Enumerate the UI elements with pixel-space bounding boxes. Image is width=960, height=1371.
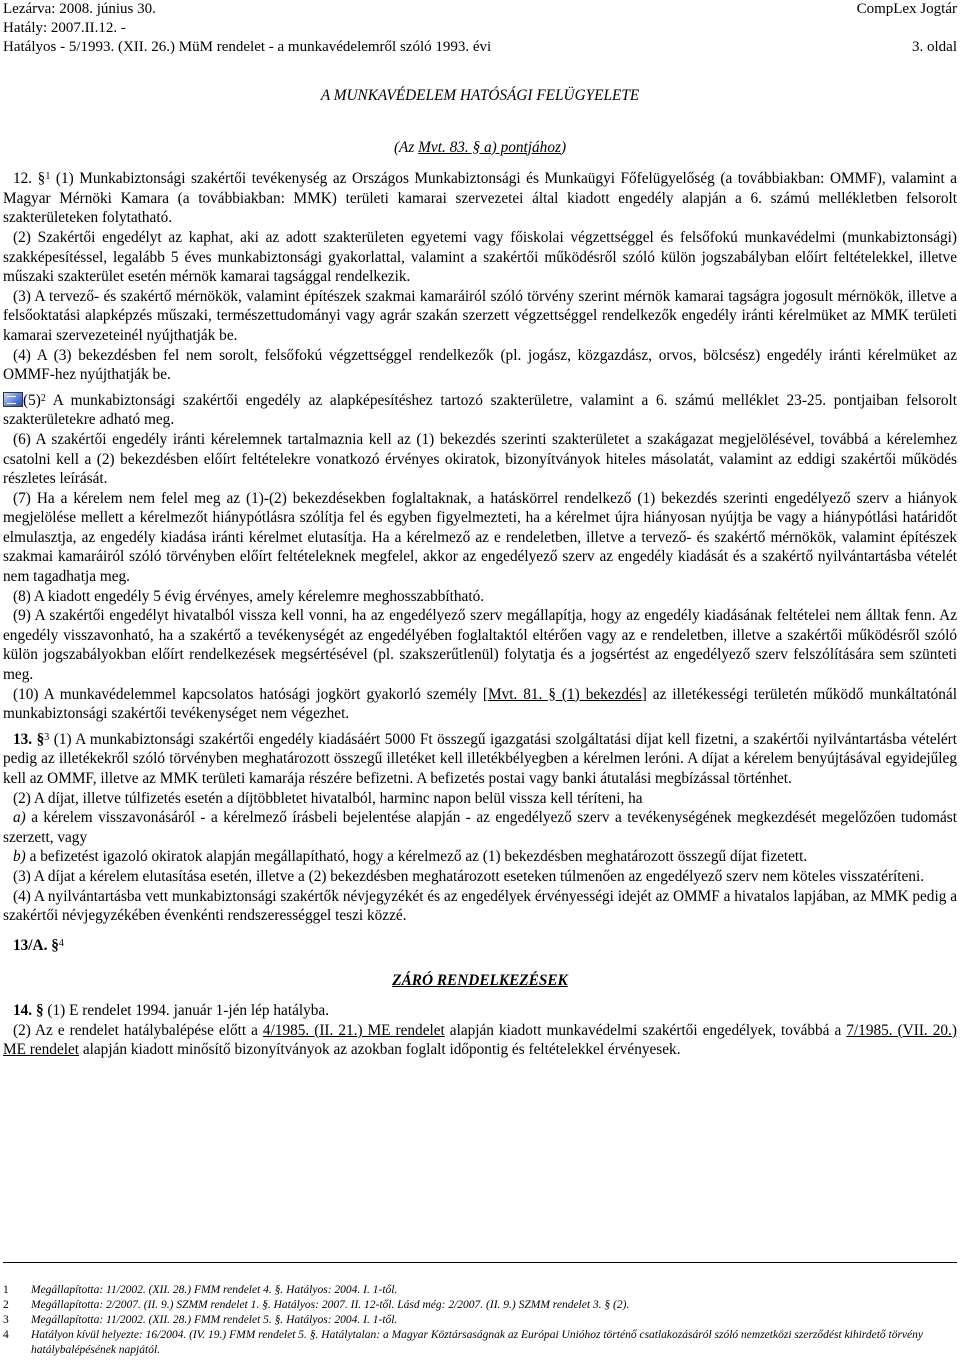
footnote-1 [3,1283,957,1298]
footnote-3-text: Megállapította: 11/2002. (XII. 28.) FMM rendelet 5. §. Hatályos: 2004. I. 1-től. [31,1314,398,1326]
closing-provisions-title: ZÁRÓ RENDELKEZÉSEK [392,972,568,990]
p13-para1 [3,730,957,789]
p13-point-a [3,808,957,847]
footnote-4 [3,1328,957,1358]
p13a-number: 13/A. § [13,936,59,954]
p14-para2-c: alapján kiadott minősítő bizonyítványok az azokban foglalt időpontig és feltételekkel érvényesek. [79,1041,681,1059]
footnote-2-number: 2 [3,1299,9,1311]
footnotes [3,1262,957,1358]
section-ref-suffix: ) [560,138,567,156]
footnote-2-text: Megállapította: 2/2007. (II. 9.) SZMM rendelet 1. §. Hatályos: 2007. II. 12-től. Lásd még: 2/2007. (II. 9.) SZMM rendelet 3. § (2). [31,1299,630,1311]
section-ref-link[interactable]: Mvt. 83. § a) pontjához [418,138,561,156]
me-rendelet-4-1985-link[interactable]: 4/1985. (II. 21.) ME rendelet [262,1021,445,1039]
p14-para1 [3,1001,957,1021]
p12-para6: (6) A szakértői engedély iránti kérelemnek tartalmaznia kell az (1) bekezdés szerinti szakterületet a szakágazat megjelölésével, továbbá a kérelemhez csatolni kell a (2) bekezdésben előírt feltételekre vonatkozó érvényes okiratok, bizonyítványok hiteles másolatát, valamint az eddigi szakértői működés részletes leírását. [3,430,957,488]
p12-para9: (9) A szakértői engedélyt hivatalból vissza kell vonni, ha az engedélyező szerv megállapítja, hogy az engedély kiadásának feltételei nem álltak fenn. Az engedély visszavonható, ha a szakértő a tevékenységét az engedélyében foglaltaktól eltérően vagy az e rendeletben, illetve a szakértői működésről szóló külön jogszabályokban előírt rendelkezések megsértésével (pl. szakszerűtlenül) folytatja és a jogsértést az engedélyező szerv felszólítására sem szünteti meg. [3,607,957,684]
header-brand: CompLex Jogtár [856,1,957,17]
p12-para1 [3,169,957,228]
header-lezarva: Lezárva: 2008. június 30. [3,1,156,17]
p13-para3: (3) A díjat a kérelem elutasítása esetén, illetve a (2) bekezdésben meghatározott eseteken túlmenően az engedélyező szerv nem köteles visszatéríteni. [13,867,925,885]
p14-para2 [3,1021,957,1060]
p12-para8: (8) A kiadott engedély 5 évig érvényes, amely kérelemre meghosszabbítható. [13,587,485,605]
p13-point-a-label: a) [13,809,26,827]
footnote-1-text: Megállapította: 11/2002. (XII. 28.) FMM rendelet 4. §. Hatályos: 2004. I. 1-től. [31,1284,398,1296]
p13-point-b-text: a befizetést igazoló okiratok alapján megállapítható, hogy a kérelmező az (1) bekezdésben meghatározott összegű díjat fizetett. [25,848,808,866]
p12-para5 [3,391,957,430]
footnote-ref-4[interactable]: 4 [58,937,64,949]
document-body [3,86,957,1060]
footnote-ref-3[interactable]: 3 [44,731,50,743]
footnote-3-number: 3 [3,1314,9,1326]
p13-point-b-label: b) [13,848,26,866]
p12-para2: (2) Szakértői engedélyt az kaphat, aki az adott szakterületen egyetemi vagy főiskolai végzettséggel és felsőfokú munkavédelmi (munkabiztonsági) szakképesítéssel, legalább 5 éves munkabiztonsági gyakorlattal, valamint a szakértői működésről szóló külön jogszabályban előírt feltételekkel, illetve műszaki szakterület esetén mérnök kamarai tagsággal rendelkezik. [3,228,957,286]
p14-para1-text: (1) E rendelet 1994. január 1-jén lép hatályba. [43,1001,330,1019]
p13-point-a-text: a kérelem visszavonásáról - a kérelmező írásbeli bejelentése alapján - az engedélyező szerv a tevékenységének megkezdését megelőzően tudomást szerzett, vagy [3,809,957,846]
p13-para1-text: (1) A munkabiztonsági szakértői engedély kiadásáért 5000 Ft összegű igazgatási szolgáltatási díjat kell fizetni, a szakértői nyilvántartásba vételért pedig az illetékekről szóló törvényben meghatározott összegű illetéket kell illetékbélyegben a kérelmen leróni. A díjat a kérelem benyújtásával egyidejűleg kell az OMMF, illetve az MMK területi kamarája részére befizetni. A befizetés postai vagy banki átutalási megbízással történhet. [3,730,957,787]
p12-para5-text: A munkabiztonsági szakértői engedély az alapképesítéshez tartozó szakterületre, valamint a 6. számú melléklet 23-25. pontjaiban felsorolt szakterületekre adható meg. [3,391,957,429]
footnote-ref-1[interactable]: 1 [45,171,51,183]
footnote-ref-2[interactable]: 2 [40,392,46,404]
header-hatalyos: Hatályos - 5/1993. (XII. 26.) MüM rendelet - a munkavédelemről szóló 1993. évi [3,39,492,55]
footnote-1-number: 1 [3,1284,9,1296]
p13-number: 13. § [13,730,45,748]
p12-para5-num: (5) [23,391,41,409]
p12-para4: (4) A (3) bekezdésben fel nem sorolt, felsőfokú végzettséggel rendelkezők (pl. jogász, közgazdász, orvos, bölcsész) engedély iránti kérelmüket az OMMF-hez nyújthatják be. [3,346,957,384]
p14-para2-b: alapján kiadott munkavédelmi szakértői engedélyek, továbbá a [444,1021,847,1039]
section-reference [3,138,957,158]
mvt-81-link[interactable]: Mvt. 81. § (1) bekezdés [487,685,642,703]
me-rendelet-7-1985-link[interactable]: 7/1985. (VII. 20.) ME rendelet [3,1021,957,1059]
p13-para4: (4) A nyilvántartásba vett munkabiztonsági szakértők névjegyzékét és az engedélyek érvényességi idejét az OMMF a hivatalos lapjában, az MMK pedig a szakértői névjegyzékében évenkénti rendszerességgel teszi közzé. [3,887,957,925]
header-hataly: Hatály: 2007.II.12. - [3,20,126,36]
section-title: A MUNKAVÉDELEM HATÓSÁGI FELÜGYELETE [320,87,640,104]
p13-para2: (2) A díjat, illetve túlfizetés esetén a díjtöbbletet hivatalból, harminc napon belül vissza kell téríteni, ha [13,789,643,807]
p14-number: 14. § [13,1001,44,1019]
header-page-number: 3. oldal [912,39,957,55]
p12-para10-b: ] az illetékességi területén működő munkáltatónál munkabiztonsági szakértői tevékenységet nem végezhet. [3,685,957,723]
p12-para1-text: (1) Munkabiztonsági szakértői tevékenység az Országos Munkabiztonsági és Munkaügyi Főfelügyelőség (a továbbiakban: OMMF), valamint a Magyar Mérnöki Kamara (a továbbiakban: MMK) területi kamarai szervezetei által kiadott engedély alapján a 6. számú mellékletben felsorolt szakterületeken folytatható. [3,170,958,227]
p12-number: 12. § [13,170,46,188]
p12-para10 [3,685,957,724]
section-ref-prefix: (Az [393,138,419,156]
amendment-history-icon[interactable] [3,392,23,407]
p12-para7: (7) Ha a kérelem nem felel meg az (1)-(2) bekezdésekben foglaltaknak, a hatáskörrel rendelkező (1) bekezdés szerinti engedélyező szerv a hiányok megjelölése mellett a kérelmezőt hiánypótlásra szólítja fel és egyben figyelmezteti, ha a kérelmet újra hiányosan nyújtja be vagy a hiánypótlási határidőt elmulasztja, az engedély kiadása iránti kérelmet elutasítja. Ha a kérelmező az e rendeletben, illetve a tervező- és szakértő mérnökök, valamint építészek szakmai kamaráiról szóló törvényben előírt feltételeknek megfelel, akkor az engedélyező szerv az engedély kiadását és a szakértő nyilvántartásba vételét nem tagadhatja meg. [3,489,957,586]
p14-para2-a: (2) Az e rendelet hatálybalépése előtt a [13,1021,263,1039]
footnote-2 [3,1298,957,1313]
p13-point-b [3,847,957,867]
footnote-4-text: Hatályon kívül helyezte: 16/2004. (IV. 19.) FMM rendelet 5. §. Hatálytalan: a Magyar Köztársaságnak az Európai Unióhoz történő csatlakozásáról szóló nemzetközi szerződést kihirdető törvény hatálybalépésének napjától. [31,1329,923,1356]
p13a [3,936,957,956]
footnote-4-number: 4 [3,1329,9,1341]
p12-para3: (3) A tervező- és szakértő mérnökök, valamint építészek szakmai kamaráiról szóló törvény szerint mérnök kamarai tagságra jogosult mérnökök, illetve a felsőoktatási alapképzés műszaki, természettudományi vagy agrár szakán szerzett végzettséggel rendelkezők engedély iránti kérelmüket az MMK területi kamarai szervezeteinél nyújthatják be. [3,287,957,344]
p12-para10-a: (10) A munkavédelemmel kapcsolatos hatósági jogkört gyakorló személy [ [13,685,488,703]
footnote-3 [3,1313,957,1328]
